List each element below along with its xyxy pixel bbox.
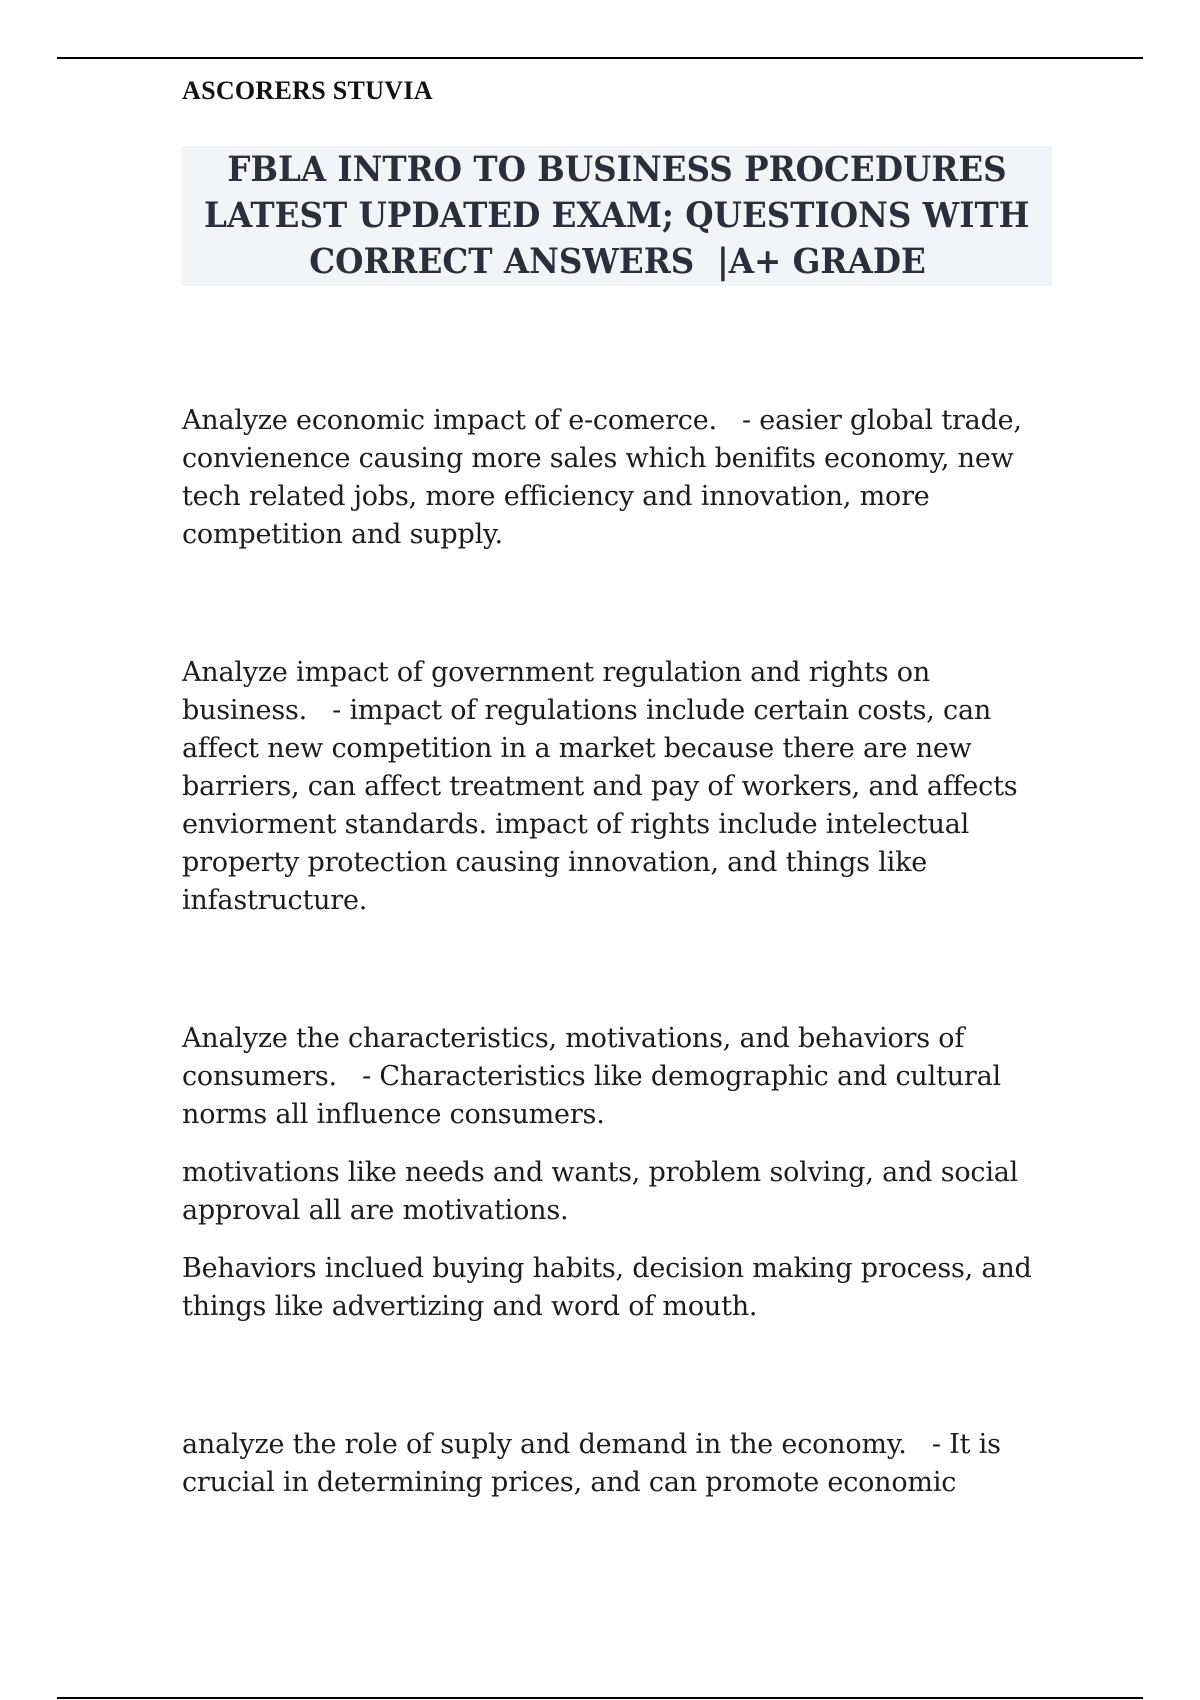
text-line: affect new competition in a market because there are new bbox=[182, 733, 972, 764]
text-line: consumers. - Characteristics like demographic and cultural bbox=[182, 1061, 1001, 1092]
qa-paragraph bbox=[182, 1250, 1062, 1326]
text-line: things like advertizing and word of mouth. bbox=[182, 1291, 758, 1322]
qa-paragraph bbox=[182, 1020, 1062, 1134]
text-line: approval all are motivations. bbox=[182, 1195, 569, 1226]
text-line: crucial in determining prices, and can promote economic bbox=[182, 1467, 957, 1498]
top-rule bbox=[57, 57, 1143, 59]
qa-item bbox=[182, 1426, 1062, 1502]
text-line: property protection causing innovation, and things like bbox=[182, 847, 928, 878]
qa-paragraph bbox=[182, 654, 1062, 920]
text-line: business. - impact of regulations include certain costs, can bbox=[182, 695, 992, 726]
text-line: competition and supply. bbox=[182, 519, 503, 550]
header-label: ASCORERS STUVIA bbox=[182, 76, 433, 105]
qa-paragraph bbox=[182, 1426, 1062, 1502]
text-line: tech related jobs, more efficiency and innovation, more bbox=[182, 481, 930, 512]
qa-item bbox=[182, 654, 1062, 920]
qa-content bbox=[182, 402, 1062, 1602]
text-line: enviorment standards. impact of rights include intelectual bbox=[182, 809, 970, 840]
title-line-1: FBLA INTRO TO BUSINESS PROCEDURES bbox=[227, 149, 1007, 190]
bottom-rule bbox=[57, 1697, 1143, 1699]
title-line-3: CORRECT ANSWERS |A+ GRADE bbox=[308, 241, 926, 282]
text-line: barriers, can affect treatment and pay of workers, and affects bbox=[182, 771, 1018, 802]
qa-item bbox=[182, 1020, 1062, 1326]
title-line-2: LATEST UPDATED EXAM; QUESTIONS WITH bbox=[204, 195, 1030, 236]
text-line: analyze the role of suply and demand in the economy. - It is bbox=[182, 1429, 1001, 1460]
title-box bbox=[182, 146, 1052, 286]
text-line: Analyze the characteristics, motivations, and behaviors of bbox=[182, 1023, 965, 1054]
qa-paragraph bbox=[182, 402, 1062, 554]
text-line: norms all influence consumers. bbox=[182, 1099, 605, 1130]
text-line: Analyze economic impact of e-comerce. - easier global trade, bbox=[182, 405, 1022, 436]
qa-paragraph bbox=[182, 1154, 1062, 1230]
qa-item bbox=[182, 402, 1062, 554]
text-line: motivations like needs and wants, problem solving, and social bbox=[182, 1157, 1019, 1188]
text-line: Analyze impact of government regulation and rights on bbox=[182, 657, 931, 688]
text-line: infastructure. bbox=[182, 885, 368, 916]
text-line: Behaviors inclued buying habits, decision making process, and bbox=[182, 1253, 1032, 1284]
text-line: convienence causing more sales which benifits economy, new bbox=[182, 443, 1014, 474]
